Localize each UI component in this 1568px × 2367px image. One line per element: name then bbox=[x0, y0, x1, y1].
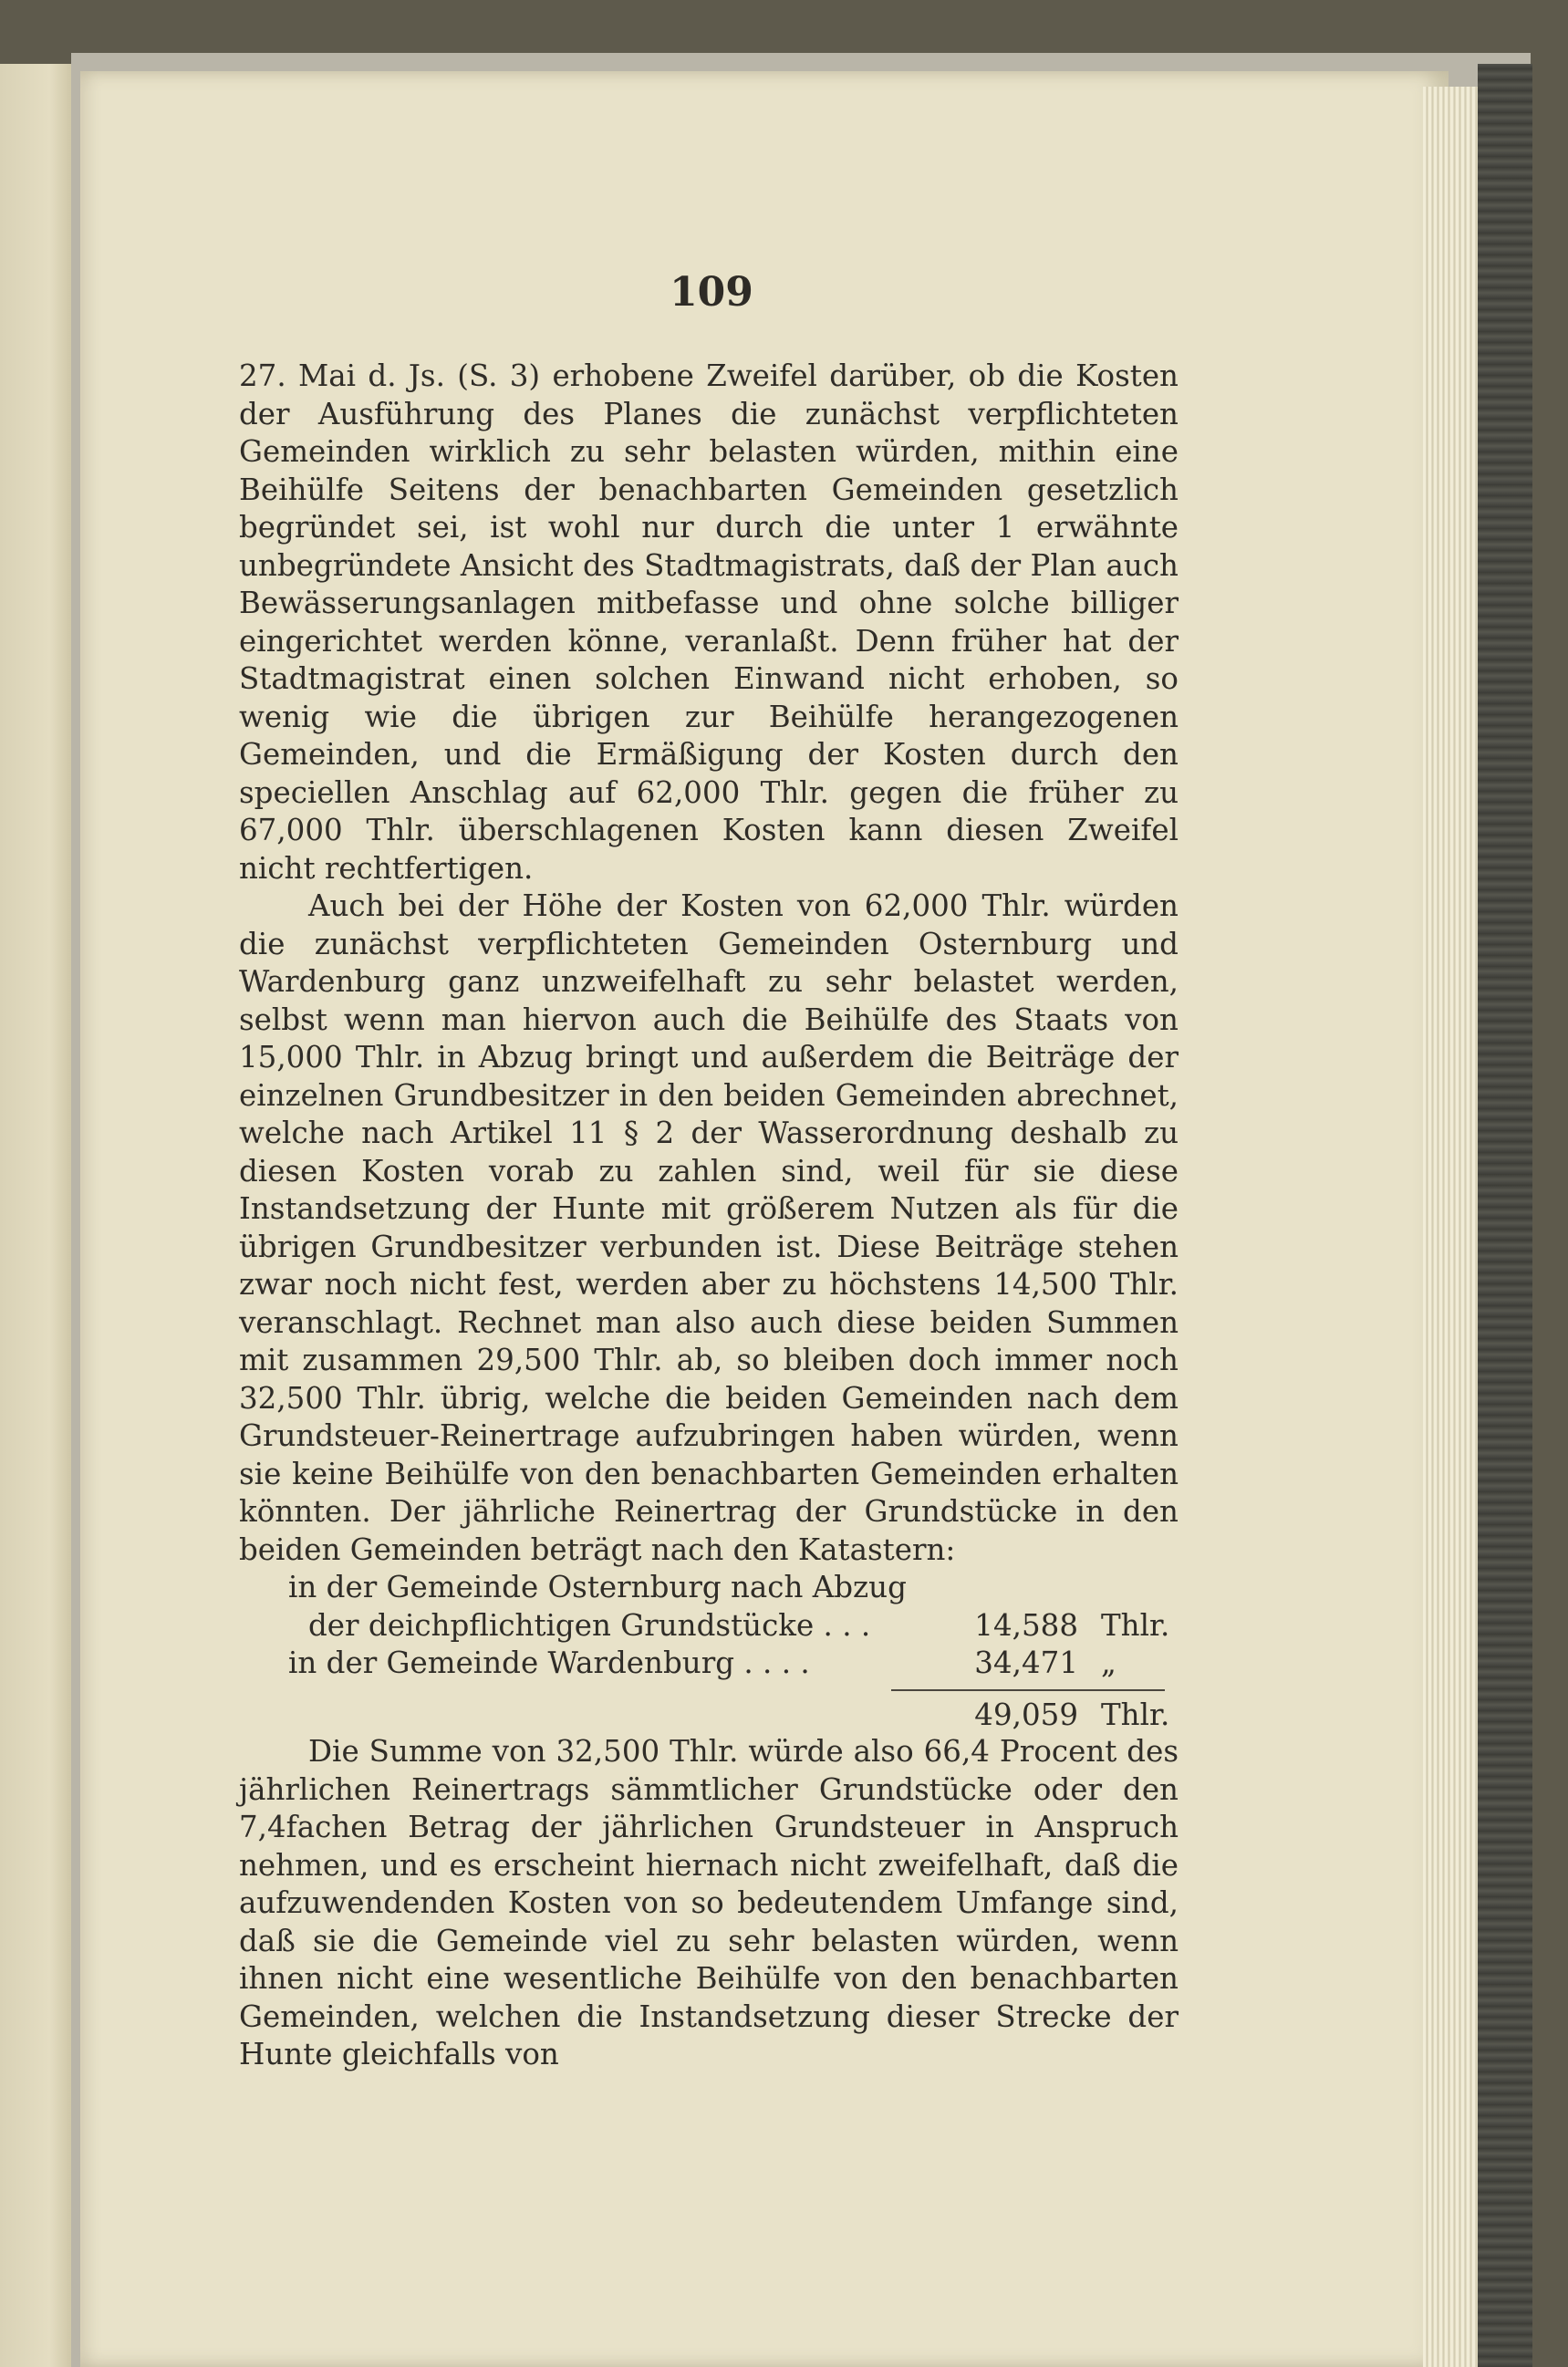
page-number: 109 bbox=[670, 269, 753, 316]
row-value-wardenburg: 34,471 bbox=[974, 1645, 1078, 1680]
page-body bbox=[239, 358, 1179, 2074]
row-unit-osternburg: Thlr. bbox=[1101, 1607, 1170, 1643]
table-total-row bbox=[239, 1697, 1179, 1735]
book-spine bbox=[1478, 64, 1532, 2367]
row-label-deichpflichtig: der deichpflichtigen Grundstücke . . . bbox=[308, 1607, 871, 1643]
table-row bbox=[239, 1607, 1179, 1645]
paragraph-3: Die Summe von 32,500 Thlr. würde also 66,4 Procent des jährlichen Reinertrags sämmtlicher Grundstücke oder den 7,4fachen Betrag der jährlichen Grundsteuer in Anspruch nehmen, und es erscheint hiernach nicht zweifelhaft, daß die aufzuwendenden Kosten von so bedeutendem Umfange sind, daß sie die Gemeinde viel zu sehr belasten würden, wenn ihnen nicht eine wesentliche Beihülfe von den benachbarten Gemeinden, welchen die Instandsetzung dieser Strecke der Hunte gleichfalls von bbox=[239, 1734, 1179, 2071]
reinertrag-table bbox=[239, 1569, 1179, 1732]
table-row bbox=[239, 1569, 1179, 1607]
row-value-osternburg: 14,588 bbox=[974, 1607, 1078, 1643]
total-unit: Thlr. bbox=[1101, 1697, 1170, 1732]
total-value: 49,059 bbox=[974, 1697, 1078, 1732]
row-unit-wardenburg: „ bbox=[1101, 1645, 1116, 1680]
previous-page-edge bbox=[0, 64, 71, 2367]
row-label-osternburg: in der Gemeinde Osternburg nach Abzug bbox=[288, 1570, 907, 1604]
page-edges bbox=[1423, 87, 1478, 2367]
row-label-wardenburg: in der Gemeinde Wardenburg . . . . bbox=[288, 1645, 810, 1680]
paragraph-2: Auch bei der Höhe der Kosten von 62,000 Thlr. würden die zunächst verpflichteten Gemeinden Osternburg und Wardenburg ganz unzweifelhaft zu sehr belastet werden, selbst wenn man hiervon auch die Beihülfe des Staats von 15,000 Thlr. in Abzug bringt und außerdem die Beiträge der einzelnen Grundbesitzer in den beiden Gemeinden abrechnet, welche nach Artikel 11 § 2 der Wasserordnung deshalb zu diesen Kosten vorab zu zahlen sind, weil für sie diese Instandsetzung der Hunte mit größerem Nutzen als für die übrigen Grundbesitzer verbunden ist. Diese Beiträge stehen zwar noch nicht fest, werden aber zu höchstens 14,500 Thlr. veranschlagt. Rechnet man also auch diese beiden Summen mit zusammen 29,500 Thlr. ab, so bleiben doch immer noch 32,500 Thlr. übrig, welche die beiden Gemeinden nach dem Grundsteuer-Reinertrage aufzubringen haben würden, wenn sie keine Beihülfe von den benachbarten Gemeinden erhalten könnten. Der jährliche Reinertrag der Grundstücke in den beiden Gemeinden beträgt nach den Katastern: bbox=[239, 888, 1179, 1567]
table-row bbox=[239, 1645, 1179, 1683]
paragraph-1: 27. Mai d. Js. (S. 3) erhobene Zweifel darüber, ob die Kosten der Ausführung des Planes die zunächst verpflichteten Gemeinden wirklich zu sehr belasten würden, mithin eine Beihülfe Seitens der benachbarten Gemeinden gesetzlich begründet sei, ist wohl nur durch die unter 1 erwähnte unbegründete Ansicht des Stadtmagistrats, daß der Plan auch Bewässerungsanlagen mitbefasse und ohne solche billiger eingerichtet werden könne, veranlaßt. Denn früher hat der Stadtmagistrat einen solchen Einwand nicht erhoben, so wenig wie die übrigen zur Beihülfe herangezogenen Gemeinden, und die Ermäßigung der Kosten durch den speciellen Anschlag auf 62,000 Thlr. gegen die früher zu 67,000 Thlr. überschlagenen Kosten kann diesen Zweifel nicht rechtfertigen. bbox=[239, 358, 1179, 886]
sum-rule bbox=[891, 1689, 1165, 1691]
